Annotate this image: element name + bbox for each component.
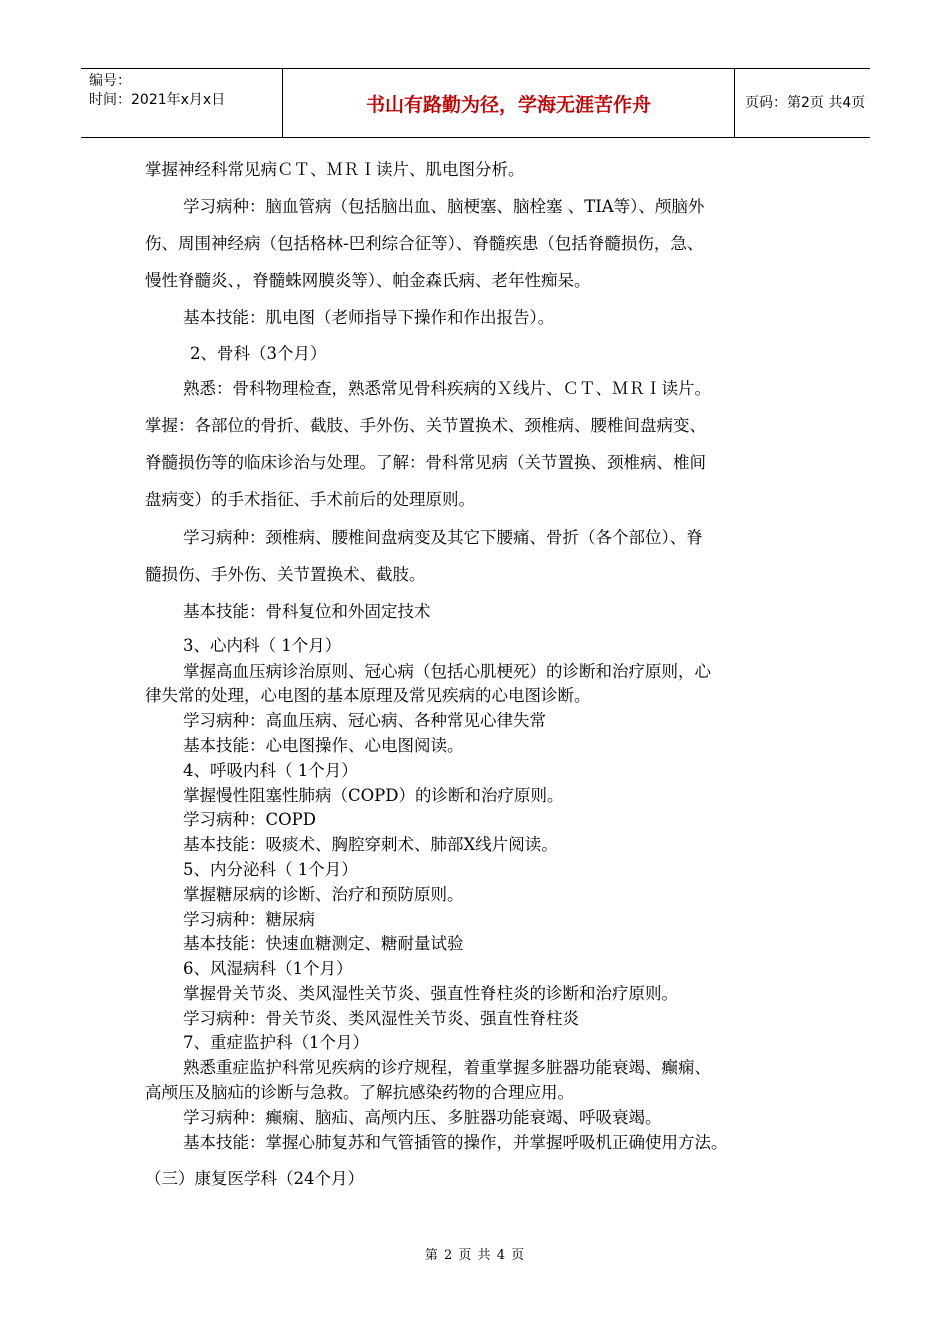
body-line: 慢性脊髓炎、，脊髓蛛网膜炎等）、帕金森氏病、老年性痴呆。 xyxy=(145,271,591,290)
body-line: 基本技能：骨科复位和外固定技术 xyxy=(183,602,431,621)
header-motto-cell xyxy=(283,69,735,137)
body-line: 学习病种：颈椎病、腰椎间盘病变及其它下腰痛、骨折（各个部位）、脊 xyxy=(183,528,703,547)
body-line: 律失常的处理，心电图的基本原理及常见疾病的心电图诊断。 xyxy=(145,686,591,705)
body-line: 基本技能：快速血糖测定、糖耐量试验 xyxy=(183,934,464,953)
body-line: 学习病种：脑血管病（包括脑出血、脑梗塞、脑栓塞 、TIA等）、颅脑外 xyxy=(183,197,705,216)
body-line: 学习病种：糖尿病 xyxy=(183,910,315,929)
body-line: 学习病种：COPD xyxy=(183,810,316,829)
section-heading: 5、内分泌科（ 1个月） xyxy=(183,860,358,879)
header-page-label: 页码：第2页 共4页 xyxy=(745,95,866,111)
body-line: 掌握糖尿病的诊断、治疗和预防原则。 xyxy=(183,885,464,904)
body-line: 伤、周围神经病（包括格林-巴利综合征等）、脊髓疾患（包括脊髓损伤，急、 xyxy=(145,234,704,253)
body-line: 熟悉：骨科物理检查，熟悉常见骨科疾病的Ｘ线片、ＣＴ、ＭＲＩ读片。 xyxy=(183,379,711,398)
body-line: 基本技能：吸痰术、胸腔穿刺术、肺部X线片阅读。 xyxy=(183,835,558,854)
body-line: 基本技能：心电图操作、心电图阅读。 xyxy=(183,736,464,755)
body-line: 基本技能：肌电图（老师指导下操作和作出报告）。 xyxy=(183,308,555,327)
body-line: 掌握神经科常见病ＣＴ、ＭＲＩ读片、肌电图分析。 xyxy=(145,160,525,179)
body-line: 高颅压及脑疝的诊断与急救。了解抗感染药物的合理应用。 xyxy=(145,1083,574,1102)
body-line: 掌握高血压病诊治原则、冠心病（包括心肌梗死）的诊断和治疗原则，心 xyxy=(183,662,711,681)
header-left-cell xyxy=(81,69,283,137)
document-number-label: 编号： xyxy=(89,73,131,89)
section-heading: 3、心内科（ 1个月） xyxy=(183,636,342,655)
body-line: 熟悉重症监护科常见疾病的诊疗规程，着重掌握多脏器功能衰竭、癫痫、 xyxy=(183,1058,711,1077)
body-line: 学习病种：高血压病、冠心病、各种常见心律失常 xyxy=(183,711,546,730)
section-heading: 6、风湿病科（1个月） xyxy=(183,959,353,978)
body-line: 掌握：各部位的骨折、截肢、手外伤、关节置换术、颈椎病、腰椎间盘病变、 xyxy=(145,416,706,435)
section-heading: 2、骨科（3个月） xyxy=(190,344,327,363)
body-line: 学习病种：骨关节炎、类风湿性关节炎、强直性脊柱炎 xyxy=(183,1009,579,1028)
section-heading: （三）康复医学科（24个月） xyxy=(145,1169,364,1188)
body-line: 学习病种：癫痫、脑疝、高颅内压、多脏器功能衰竭、呼吸衰竭。 xyxy=(183,1108,662,1127)
body-line: 基本技能：掌握心肺复苏和气管插管的操作，并掌握呼吸机正确使用方法。 xyxy=(183,1133,728,1152)
document-date-label: 时间：2021年x月x日 xyxy=(89,92,226,108)
body-line: 掌握慢性阻塞性肺病（COPD）的诊断和治疗原则。 xyxy=(183,786,564,805)
page-footer: 第 2 页 共 4 页 xyxy=(424,1248,526,1263)
header-motto: 书山有路勤为径，学海无涯苦作舟 xyxy=(365,94,651,116)
body-line: 盘病变）的手术指征、手术前后的处理原则。 xyxy=(145,490,475,509)
header-right-cell xyxy=(735,69,870,137)
section-heading: 7、重症监护科（1个月） xyxy=(183,1033,369,1052)
page-header xyxy=(81,68,870,138)
body-line: 掌握骨关节炎、类风湿性关节炎、强直性脊柱炎的诊断和治疗原则。 xyxy=(183,984,678,1003)
section-heading: 4、呼吸内科（ 1个月） xyxy=(183,761,358,780)
body-line: 脊髓损伤等的临床诊治与处理。了解：骨科常见病（关节置换、颈椎病、椎间 xyxy=(145,453,706,472)
body-line: 髓损伤、手外伤、关节置换术、截肢。 xyxy=(145,565,426,584)
